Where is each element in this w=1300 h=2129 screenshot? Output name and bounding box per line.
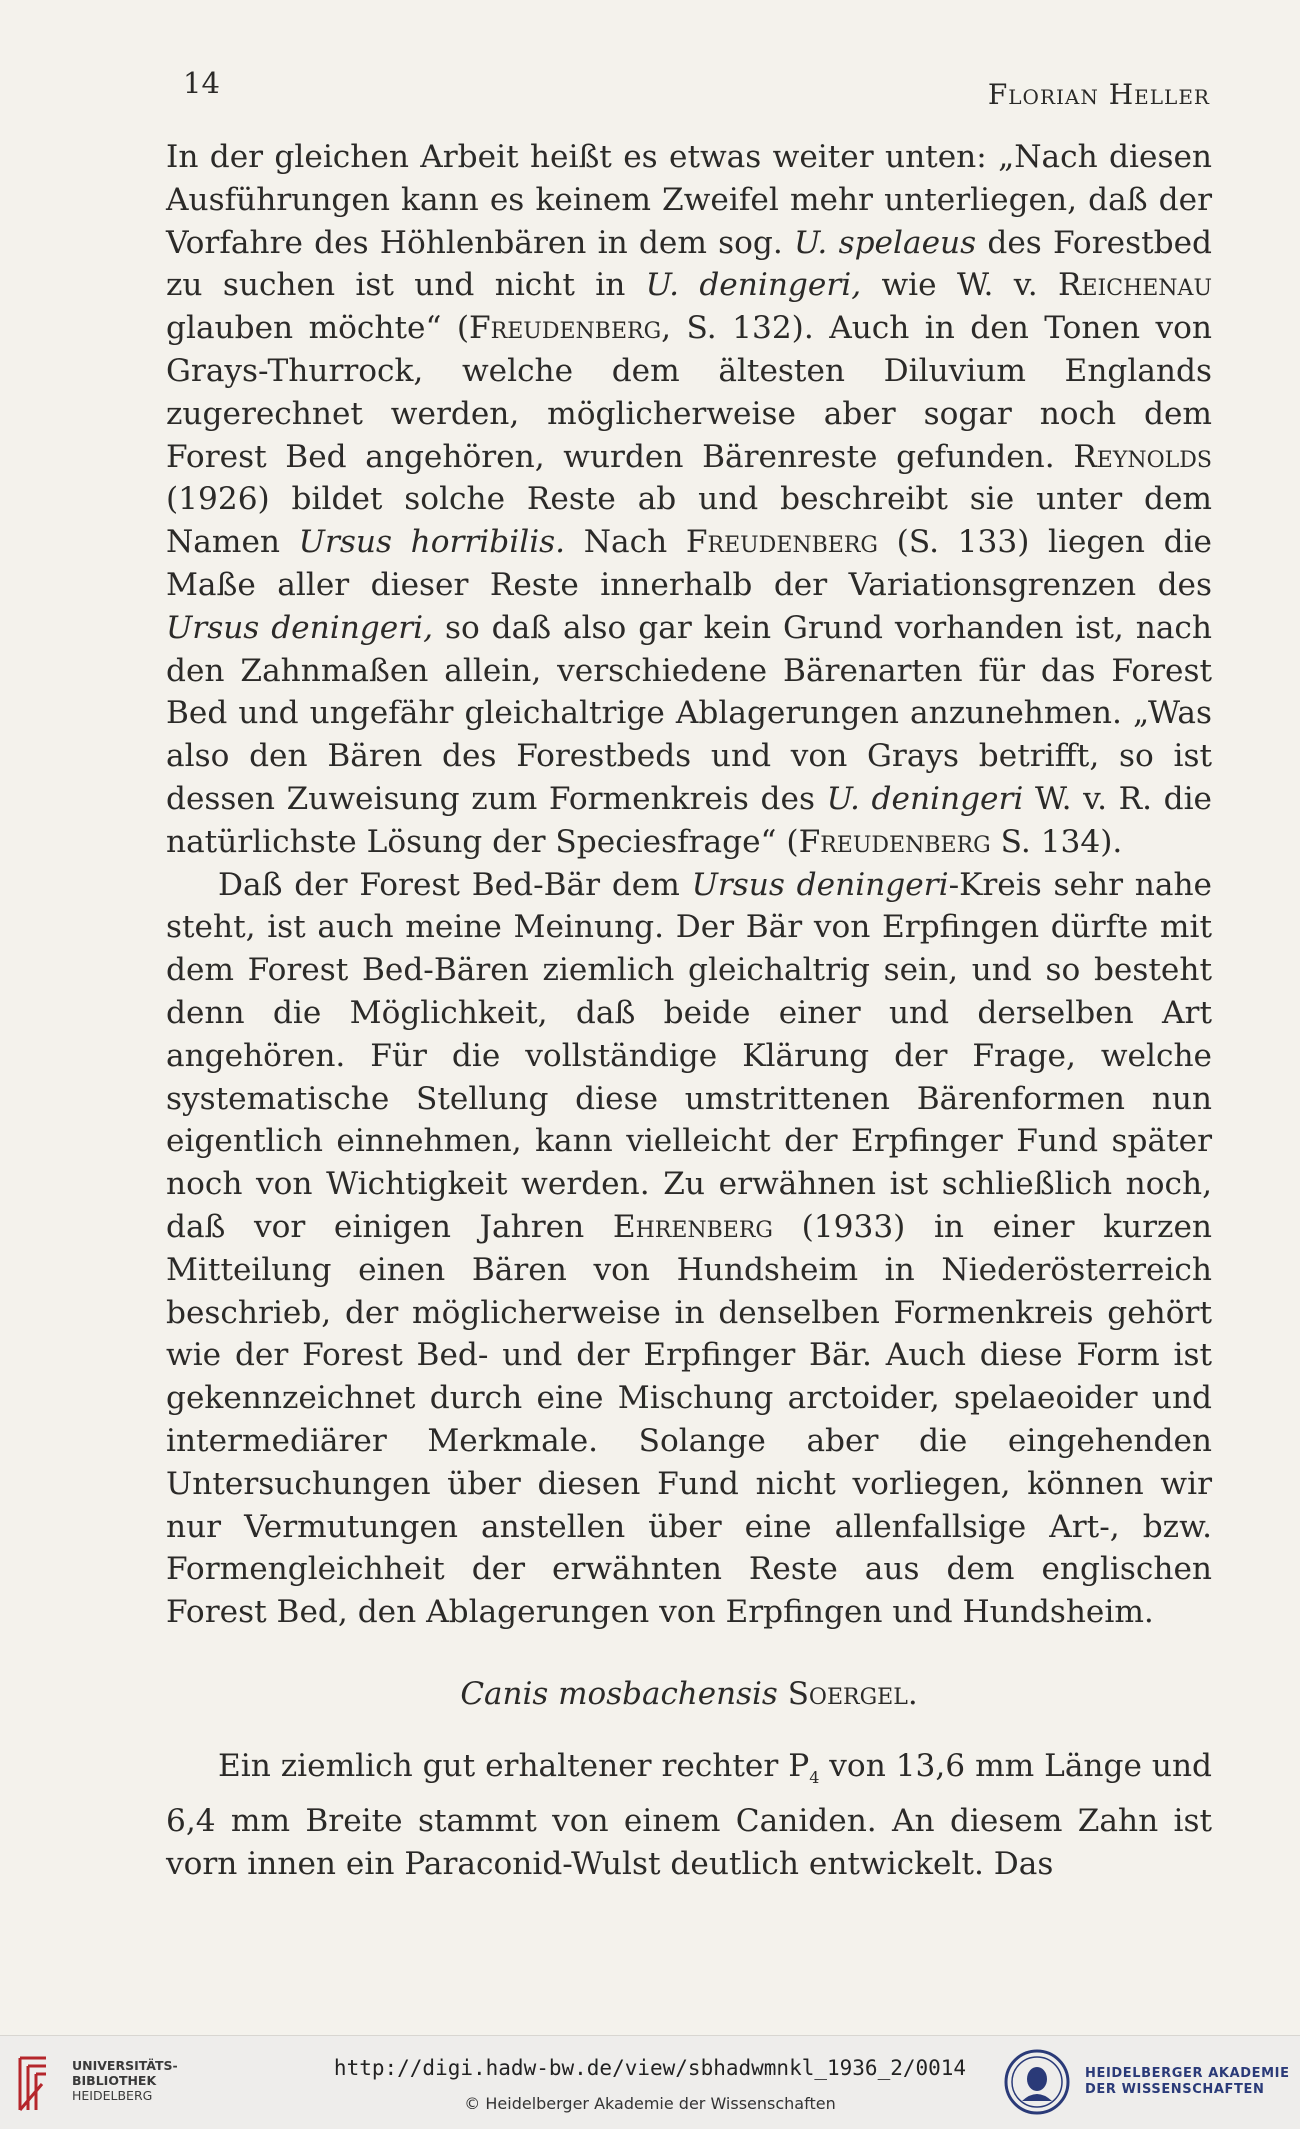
ub-logo-text: UNIVERSITÄTS- BIBLIOTHEK HEIDELBERG — [72, 2058, 178, 2103]
paragraph-3: Ein ziemlich gut erhaltener rechter $P_4$ von 13,6 mm Länge und 6,4 mm Breite stammt von einem Caniden. An diesem Zahn ist vorn innen ein Paraconid-Wulst deutlich entwickelt. Das — [166, 1747, 1212, 1882]
page-number: 14 — [183, 66, 220, 100]
hadw-logo-text: HEIDELBERGER AKADEMIE DER WISSENSCHAFTEN — [1085, 2066, 1290, 2097]
paragraph-1: In der gleichen Arbeit heißt es etwas weiter unten: „Nach diesen Ausführungen kann es keinem Zweifel mehr unterliegen, daß der Vorfahre des Höhlenbären in dem sog. U. spelaeus des Forestbed zu suchen ist und nicht in U. deningeri, wie W. v. Reichenau glauben möchte“ (Freudenberg, S. 132). Auch in den Tonen von Grays-Thurrock, welche dem ältesten Diluvium Englands zugerechnet werden, möglicherweise aber sogar noch dem Forest Bed angehören, wurden Bärenreste gefunden. Reynolds (1926) bildet solche Reste ab und beschreibt sie unter dem Namen Ursus horribilis. Nach Freudenberg (S. 133) liegen die Maße aller dieser Reste innerhalb der Variationsgrenzen des Ursus deningeri, so daß also gar kein Grund vorhanden ist, nach den Zahnmaßen allein, verschiedene Bärenarten für das Forest Bed und ungefähr gleichaltrige Ablagerungen anzunehmen. „Was also den Bären des Forestbeds und von Grays betrifft, so ist dessen Zuweisung zum Formenkreis des U. deningeri W. v. R. die natürlichste Lösung der Speciesfrage“ (Freudenberg S. 134). — [166, 139, 1213, 860]
body-text — [166, 136, 1212, 1885]
hadw-seal-icon — [1004, 2049, 1070, 2115]
section-heading: Canis mosbachensis Soergel. — [460, 1675, 918, 1712]
viewer-footer — [0, 2035, 1300, 2129]
paragraph-2: Daß der Forest Bed-Bär dem Ursus deningeri-Kreis sehr nahe steht, ist auch meine Meinung. Der Bär von Erpfingen dürfte mit dem Forest Bed-Bären ziemlich gleichaltrig sein, und so besteht denn die Möglichkeit, daß beide einer und derselben Art angehören. Für die vollständige Klärung der Frage, welche systematische Stellung diese umstrittenen Bärenformen nun eigentlich einnehmen, kann vielleicht der Erpfinger Fund später noch von Wichtigkeit werden. Zu erwähnen ist schließlich noch, daß vor einigen Jahren Ehrenberg (1933) in einer kurzen Mitteilung einen Bären von Hundsheim in Niederösterreich beschrieb, der möglicherweise in denselben Formenkreis gehört wie der Forest Bed- und der Erpfinger Bär. Auch diese Form ist gekennzeichnet durch eine Mischung arctoider, spelaeoider und intermediärer Merkmale. Solange aber die eingehenden Untersuchungen über diesen Fund nicht vorliegen, können wir nur Vermutungen anstellen über eine allenfallsige Art-, bzw. Formengleichheit der erwähnten Reste aus dem englischen Forest Bed, den Ablagerungen von Erpfingen und Hundsheim. — [166, 866, 1213, 1631]
copyright-notice: © Heidelberger Akademie der Wissenschaften — [464, 2094, 836, 2113]
running-head: Florian Heller — [987, 78, 1210, 111]
document-url-link[interactable]: http://digi.hadw-bw.de/view/sbhadwmnkl_1936_2/0014 — [333, 2056, 967, 2080]
